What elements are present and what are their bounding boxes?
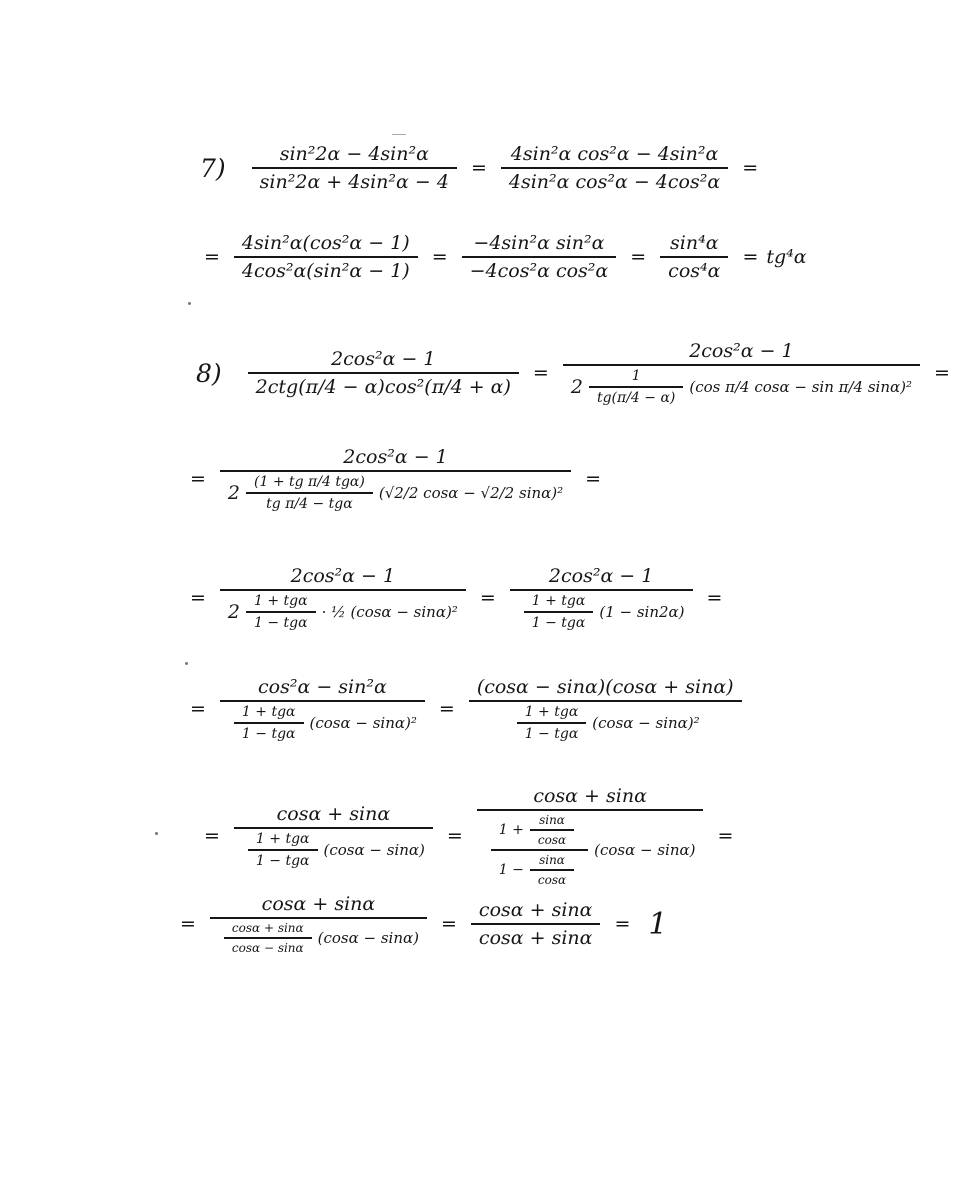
equals-sign: = [614, 913, 631, 935]
equals-sign: = [630, 246, 647, 268]
scan-speck [155, 832, 158, 835]
coefficient: 2 [227, 601, 241, 623]
denominator: tg(π/4 − α) [596, 390, 676, 406]
scan-speck [188, 302, 191, 305]
problem-7-line-1 [200, 143, 766, 193]
fraction [220, 565, 466, 631]
fraction-bar [246, 611, 316, 613]
compound-fraction [491, 813, 588, 887]
denominator: cosα − sinα [231, 941, 304, 955]
numerator: sinα [539, 813, 565, 827]
denominator: cosα [537, 873, 567, 887]
problem-8-number: 8) [196, 358, 222, 388]
fraction-bar [234, 827, 433, 829]
problem-8-line-2 [182, 446, 609, 512]
inner-fraction [530, 813, 574, 847]
denominator-rest: (cosα − sinα)² [592, 714, 700, 732]
numerator: 1 + tgα [241, 704, 296, 720]
fraction [660, 232, 728, 282]
fraction-bar [660, 256, 728, 258]
equals-sign: = [479, 587, 496, 609]
compound-denominator [491, 853, 588, 887]
compound-numerator [491, 813, 588, 847]
numerator: 2cos²α − 1 [548, 565, 654, 587]
fraction-bar [210, 917, 427, 919]
fraction-bar [471, 923, 601, 925]
fraction [220, 676, 425, 742]
fraction-bar [491, 849, 588, 851]
denominator [220, 593, 466, 631]
fraction-bar [248, 372, 519, 374]
numerator: cosα + sinα [231, 921, 304, 935]
fraction-bar [234, 722, 304, 724]
coefficient: 2 [570, 376, 583, 398]
denominator: 1 − tgα [255, 853, 310, 869]
fraction-bar [517, 722, 587, 724]
denominator [234, 831, 433, 869]
inner-fraction [246, 474, 373, 512]
fraction-bar [246, 492, 373, 494]
fraction-bar [469, 700, 742, 702]
equals-sign: = [180, 913, 196, 935]
denominator [503, 704, 708, 742]
denominator: 1 − tgα [524, 726, 579, 742]
denominator: sin²2α + 4sin²α − 4 [259, 171, 449, 193]
scan-speck [392, 134, 406, 135]
denominator: tg π/4 − tgα [266, 496, 353, 512]
equals-sign: = [742, 246, 759, 268]
denominator: 2ctg(π/4 − α)cos²(π/4 + α) [255, 376, 511, 398]
denominator [210, 921, 427, 955]
fraction-bar [252, 167, 457, 169]
numerator: 4sin²α cos²α − 4sin²α [510, 143, 719, 165]
numerator: cos²α − sin²α [258, 676, 387, 698]
fraction-bar [589, 386, 683, 388]
numerator: cosα + sinα [533, 785, 647, 807]
equals-sign: = [934, 362, 950, 384]
fraction [510, 565, 693, 631]
fraction-bar [510, 589, 693, 591]
fraction [220, 446, 571, 512]
denominator: 1 − tgα [531, 615, 586, 631]
fraction [234, 232, 418, 282]
result: tg⁴α [766, 246, 807, 268]
equals-sign: = [706, 587, 723, 609]
fraction [477, 785, 704, 887]
inner-fraction [589, 368, 683, 406]
scan-speck [185, 662, 188, 665]
inner-fraction [517, 704, 587, 742]
denominator [563, 368, 920, 406]
problem-8-line-3 [182, 565, 730, 631]
inner-fraction [530, 853, 574, 887]
denominator-rest: (1 − sin2α) [599, 603, 685, 621]
fraction [248, 348, 519, 398]
equals-sign: = [585, 468, 602, 490]
denominator-rest: (cosα − sinα)² [309, 714, 417, 732]
denominator-rest: (√2/2 cosα − √2/2 sinα)² [378, 484, 564, 502]
numerator: sin⁴α [670, 232, 719, 254]
numerator: 1 + tgα [524, 704, 579, 720]
fraction-bar [220, 700, 425, 702]
equals-sign: = [204, 825, 220, 847]
lead-term: 1 − [498, 862, 524, 878]
final-result: 1 [648, 906, 668, 942]
numerator: sin²2α − 4sin²α [279, 143, 429, 165]
denominator: cos⁴α [668, 260, 721, 282]
fraction-bar [220, 470, 571, 472]
numerator: cosα + sinα [478, 899, 593, 921]
numerator: 1 [631, 368, 641, 384]
numerator: 1 + tgα [254, 593, 308, 609]
denominator: cosα + sinα [478, 927, 593, 949]
problem-7-number: 7) [200, 153, 226, 183]
denominator: 1 − tgα [254, 615, 308, 631]
fraction-bar [248, 849, 318, 851]
equals-sign: = [438, 698, 455, 720]
numerator: 2cos²α − 1 [331, 348, 436, 370]
numerator: 4sin²α(cos²α − 1) [241, 232, 410, 254]
inner-fraction [524, 593, 594, 631]
equals-sign: = [431, 246, 448, 268]
equals-sign: = [441, 913, 457, 935]
numerator: cosα + sinα [276, 803, 391, 825]
denominator [220, 474, 571, 512]
problem-8-line-4 [182, 676, 748, 742]
equals-sign: = [742, 157, 759, 179]
fraction-bar [234, 256, 418, 258]
denominator-rest: (cosα − sinα) [317, 929, 419, 947]
denominator-rest: (cosα − sinα) [323, 841, 425, 859]
equals-sign: = [190, 468, 206, 490]
fraction-bar [530, 869, 574, 871]
inner-fraction [246, 593, 316, 631]
inner-fraction [224, 921, 312, 955]
fraction [469, 676, 742, 742]
equals-sign: = [190, 698, 206, 720]
fraction-bar [563, 364, 920, 366]
denominator [220, 704, 425, 742]
problem-8-line-6 [172, 893, 668, 955]
fraction [462, 232, 617, 282]
numerator: cosα + sinα [261, 893, 376, 915]
denominator [477, 813, 704, 887]
fraction-bar [220, 589, 466, 591]
numerator: 1 + tgα [531, 593, 586, 609]
problem-8-line-5 [196, 785, 741, 887]
problem-8-line-1 [196, 340, 958, 406]
denominator [510, 593, 693, 631]
denominator: cosα [537, 833, 567, 847]
equals-sign: = [717, 825, 734, 847]
equals-sign: = [204, 246, 220, 268]
fraction-bar [501, 167, 728, 169]
equals-sign: = [190, 587, 206, 609]
fraction-bar [224, 937, 312, 939]
numerator: (1 + tg π/4 tgα) [254, 474, 365, 490]
inner-fraction [248, 831, 318, 869]
fraction [501, 143, 728, 193]
fraction [471, 899, 601, 949]
inner-fraction [234, 704, 304, 742]
numerator: 2cos²α − 1 [343, 446, 448, 468]
numerator: 2cos²α − 1 [290, 565, 396, 587]
fraction-bar [462, 256, 617, 258]
numerator: −4sin²α sin²α [473, 232, 605, 254]
fraction [563, 340, 920, 406]
equals-sign: = [446, 825, 463, 847]
numerator: sinα [539, 853, 565, 867]
denominator: 4cos²α(sin²α − 1) [241, 260, 410, 282]
problem-7-line-2 [196, 232, 807, 282]
equals-sign: = [532, 362, 549, 384]
denominator-rest: · ½ (cosα − sinα)² [321, 603, 458, 621]
denominator: 1 − tgα [241, 726, 296, 742]
fraction-bar [477, 809, 704, 811]
numerator: 2cos²α − 1 [689, 340, 794, 362]
numerator: (cosα − sinα)(cosα + sinα) [476, 676, 734, 698]
fraction [252, 143, 457, 193]
equals-sign: = [470, 157, 487, 179]
numerator: 1 + tgα [255, 831, 310, 847]
coefficient: 2 [227, 482, 241, 504]
denominator: 4sin²α cos²α − 4cos²α [508, 171, 721, 193]
fraction-bar [524, 611, 594, 613]
denominator-rest: (cos π/4 cosα − sin π/4 sinα)² [689, 378, 912, 396]
denominator-rest: (cosα − sinα) [594, 841, 696, 859]
fraction-bar [530, 829, 574, 831]
fraction [234, 803, 433, 869]
denominator: −4cos²α cos²α [469, 260, 609, 282]
fraction [210, 893, 427, 955]
lead-term: 1 + [498, 822, 524, 838]
